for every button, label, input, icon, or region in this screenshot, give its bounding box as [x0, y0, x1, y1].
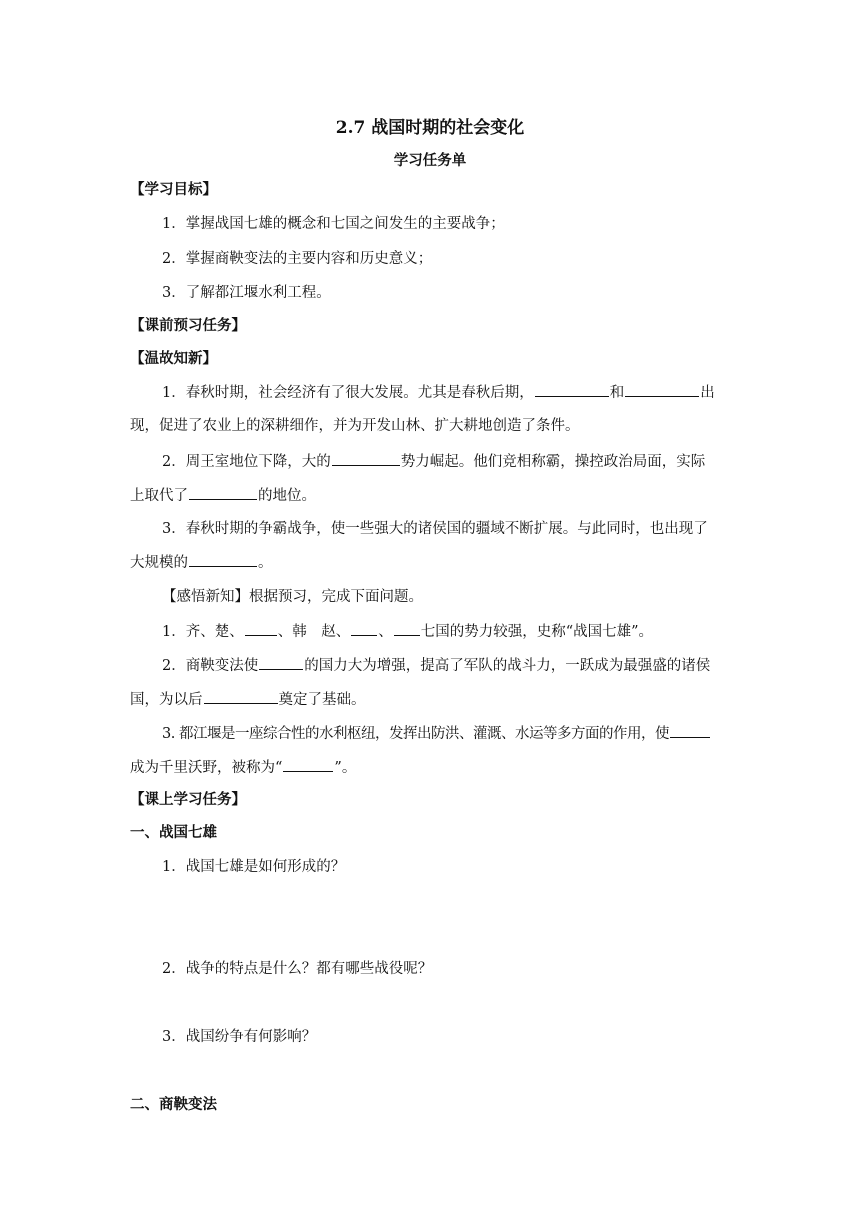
new-question-1: 1．齐、楚、 、韩 赵、 、 七国的势力较强，史称“战国七雄”。 [162, 624, 654, 640]
classwork-heading: 【课上学习任务】 [130, 791, 246, 808]
review-question-1: 1．春秋时期，社会经济有了很大发展。尤其是春秋后期， 和 出 [162, 385, 715, 401]
objective-item: 2．掌握商鞅变法的主要内容和历史意义； [162, 251, 433, 267]
section-heading-2: 二、商鞅变法 [130, 1096, 217, 1113]
preview-heading: 【课前预习任务】 [130, 317, 246, 334]
page-subtitle: 学习任务单 [393, 152, 467, 169]
fill-blank [625, 383, 699, 397]
fill-blank [259, 656, 303, 670]
class-question-3: 3．战国纷争有何影响？ [162, 1029, 317, 1045]
page-title: 2.7 战国时期的社会变化 [335, 118, 525, 138]
review-question-3-cont: 大规模的 。 [130, 555, 273, 571]
review-heading: 【温故知新】 [130, 350, 217, 367]
section-heading-1: 一、战国七雄 [130, 824, 217, 841]
objectives-heading: 【学习目标】 [130, 181, 217, 198]
new-knowledge-intro: 【感悟新知】根据预习，完成下面问题。 [162, 589, 423, 605]
fill-blank [670, 724, 710, 738]
objective-item: 1．掌握战国七雄的概念和七国之间发生的主要战争； [162, 216, 505, 232]
fill-blank [245, 622, 277, 636]
class-question-2: 2．战争的特点是什么？都有哪些战役呢？ [162, 961, 433, 977]
fill-blank [535, 383, 609, 397]
objective-item: 3．了解都江堰水利工程。 [162, 285, 331, 301]
fill-blank [189, 486, 257, 500]
new-question-3: 3. 都江堰是一座综合性的水利枢纽，发挥出防洪、灌溉、水运等多方面的作用，使 [162, 724, 711, 743]
fill-blank [283, 758, 333, 772]
review-question-1-cont: 现，促进了农业上的深耕细作，并为开发山林、扩大耕地创造了条件。 [130, 418, 580, 434]
fill-blank [204, 690, 278, 704]
class-question-1: 1．战国七雄是如何形成的？ [162, 859, 346, 875]
review-question-2: 2．周王室地位下降，大的 势力崛起。他们竞相称霸，操控政治局面，实际 [162, 454, 706, 470]
fill-blank [394, 622, 420, 636]
new-question-2: 2．商鞅变法使 的国力大为增强，提高了军队的战斗力，一跃成为最强盛的诸侯 [162, 658, 711, 674]
new-question-2-cont: 国，为以后 奠定了基础。 [130, 692, 366, 708]
fill-blank [332, 452, 400, 466]
fill-blank [351, 622, 377, 636]
new-question-3-cont: 成为千里沃野，被称为“ ”。 [130, 760, 357, 776]
fill-blank [189, 553, 257, 567]
review-question-3: 3．春秋时期的争霸战争，使一些强大的诸侯国的疆域不断扩展。与此同时，也出现了 [162, 521, 708, 537]
review-question-2-cont: 上取代了 的地位。 [130, 488, 316, 504]
